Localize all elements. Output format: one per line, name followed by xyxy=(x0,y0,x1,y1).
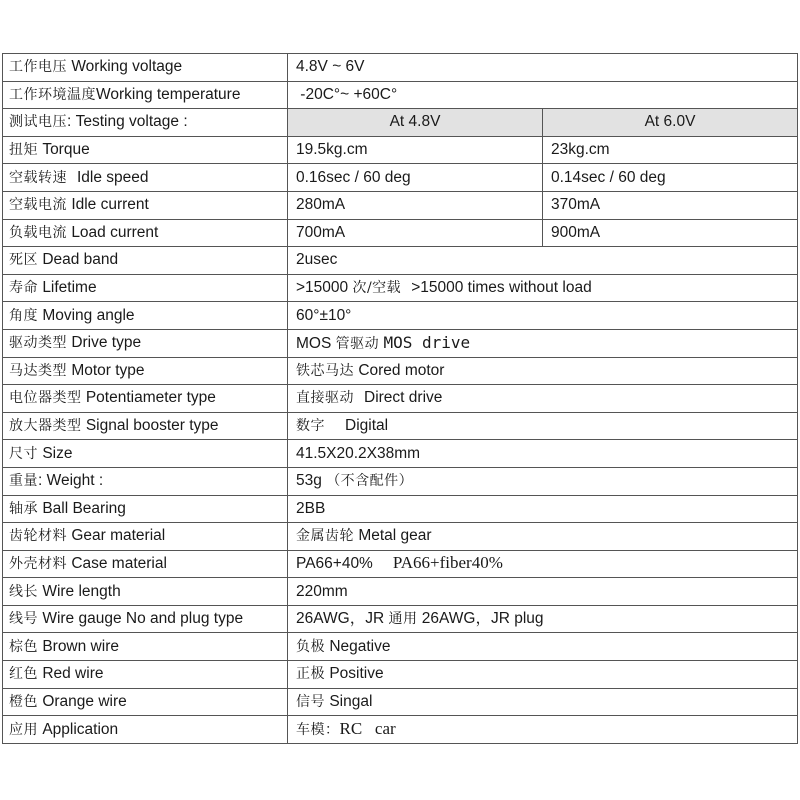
row-value xyxy=(288,688,798,716)
row-label xyxy=(3,164,288,192)
table-header-row xyxy=(3,109,798,137)
table-row xyxy=(3,219,798,247)
label-en: Idle speed xyxy=(77,168,149,186)
label-zh: 工作电压 xyxy=(9,59,67,76)
table-row xyxy=(3,385,798,413)
row-value xyxy=(288,633,798,661)
row-label xyxy=(3,495,288,523)
table-row xyxy=(3,495,798,523)
row-label xyxy=(3,523,288,551)
value-6-0v: 900mA xyxy=(543,219,798,247)
value-part: >15000 times without load xyxy=(411,279,592,297)
value-part: PA66+fiber40% xyxy=(392,553,503,573)
table-row xyxy=(3,633,798,661)
value-part: MOS drive xyxy=(383,332,471,352)
label-en: Lifetime xyxy=(42,279,97,297)
label-en: Gear material xyxy=(71,527,166,545)
value-part-zh: 直接驱动 xyxy=(296,390,354,407)
value-part: Cored motor xyxy=(358,361,445,379)
row-value xyxy=(288,605,798,633)
value-6-0v: 370mA xyxy=(543,191,798,219)
row-label xyxy=(3,385,288,413)
label-en: Brown wire xyxy=(42,637,119,655)
value-6-0v: 23kg.cm xyxy=(543,136,798,164)
label-zh: 橙色 xyxy=(9,693,38,710)
row-value: 60°±10° xyxy=(288,302,798,330)
column-header-4-8v: At 4.8V xyxy=(288,109,543,137)
value-text: -20C°~ +60C° xyxy=(296,85,398,103)
row-label xyxy=(3,716,288,744)
value-part-zh: 通用 xyxy=(388,611,418,628)
row-value xyxy=(288,357,798,385)
value-part-zh: 数字 xyxy=(296,418,325,435)
table-row xyxy=(3,329,798,357)
label-zh: 负载电流 xyxy=(9,224,67,241)
row-label xyxy=(3,633,288,661)
value-6-0v: 0.14sec / 60 deg xyxy=(543,164,798,192)
label-zh: 空载转速 xyxy=(9,169,67,186)
row-label xyxy=(3,357,288,385)
table-row xyxy=(3,688,798,716)
table-row xyxy=(3,357,798,385)
label-en: Torque xyxy=(42,141,90,159)
row-label xyxy=(3,661,288,689)
value-part-zh: 铁芯马达 xyxy=(296,362,354,379)
label-zh: 应用 xyxy=(9,721,38,738)
value-part: 53g xyxy=(296,472,322,490)
value-part-zh: 正极 xyxy=(296,666,325,683)
value-4-8v: 280mA xyxy=(288,191,543,219)
label-en: Working temperature xyxy=(96,85,241,103)
value-4-8v: 0.16sec / 60 deg xyxy=(288,164,543,192)
row-label xyxy=(3,329,288,357)
label-en: Load current xyxy=(71,223,159,241)
row-label xyxy=(3,81,288,109)
label-zh: 轴承 xyxy=(9,500,38,517)
label-en: : Weight : xyxy=(38,472,104,490)
label-zh: 线长 xyxy=(9,583,38,600)
label-en: Red wire xyxy=(42,665,104,683)
label-en: Idle current xyxy=(71,196,149,214)
value-part: Metal gear xyxy=(358,527,432,545)
row-label xyxy=(3,550,288,578)
table-row xyxy=(3,274,798,302)
label-zh: 齿轮材料 xyxy=(9,528,67,545)
servo-spec-table xyxy=(2,53,798,744)
value-part-zh: 次/空载 xyxy=(352,280,402,297)
value-part: PA66+40% xyxy=(296,555,373,573)
label-en: Wire gauge No and plug type xyxy=(42,610,244,628)
label-zh: 工作环境温度 xyxy=(9,86,96,103)
spec-sheet xyxy=(2,53,798,744)
label-zh: 棕色 xyxy=(9,638,38,655)
label-en: Wire length xyxy=(42,582,121,600)
row-label xyxy=(3,302,288,330)
value-part-zh: 管驱动 xyxy=(335,335,380,352)
label-en: Dead band xyxy=(42,251,119,269)
row-value xyxy=(288,716,798,744)
label-en: Moving angle xyxy=(42,306,135,324)
table-row xyxy=(3,605,798,633)
label-en: Size xyxy=(42,444,73,462)
row-label xyxy=(3,688,288,716)
table-row xyxy=(3,467,798,495)
row-value xyxy=(288,523,798,551)
label-en: Drive type xyxy=(71,334,142,352)
label-en: Working voltage xyxy=(71,58,183,76)
row-value xyxy=(288,385,798,413)
row-label xyxy=(3,219,288,247)
row-label xyxy=(3,412,288,440)
label-zh: 电位器类型 xyxy=(9,390,82,407)
row-label xyxy=(3,191,288,219)
value-part-zh: 信号 xyxy=(296,693,325,710)
table-row xyxy=(3,716,798,744)
label-en: : Testing voltage : xyxy=(67,113,188,131)
row-label xyxy=(3,605,288,633)
label-zh: 重量 xyxy=(9,473,38,490)
value-part: Direct drive xyxy=(364,389,443,407)
value-part-zh: 金属齿轮 xyxy=(296,528,354,545)
value-part-zh: （不含配件） xyxy=(326,473,414,490)
table-row xyxy=(3,302,798,330)
table-row xyxy=(3,164,798,192)
label-en: Ball Bearing xyxy=(42,499,126,517)
table-row xyxy=(3,136,798,164)
value-4-8v: 19.5kg.cm xyxy=(288,136,543,164)
row-label xyxy=(3,467,288,495)
row-value xyxy=(288,81,798,109)
table-row xyxy=(3,578,798,606)
row-value xyxy=(288,550,798,578)
row-value: 2BB xyxy=(288,495,798,523)
table-row xyxy=(3,661,798,689)
label-en: Orange wire xyxy=(42,692,127,710)
label-en: Application xyxy=(42,720,119,738)
row-label xyxy=(3,274,288,302)
table-row xyxy=(3,191,798,219)
table-row xyxy=(3,81,798,109)
table-row xyxy=(3,54,798,82)
row-value xyxy=(288,412,798,440)
row-value xyxy=(288,661,798,689)
label-zh: 空载电流 xyxy=(9,197,67,214)
row-label xyxy=(3,54,288,82)
table-row xyxy=(3,247,798,275)
value-part: 26AWG，JR xyxy=(296,610,385,628)
label-zh: 测试电压 xyxy=(9,114,67,131)
label-zh: 尺寸 xyxy=(9,445,38,462)
label-zh: 寿命 xyxy=(9,280,38,297)
label-en: Case material xyxy=(71,554,167,572)
row-value xyxy=(288,467,798,495)
label-zh: 角度 xyxy=(9,307,38,324)
row-value: 2usec xyxy=(288,247,798,275)
label-zh: 线号 xyxy=(9,611,38,628)
label-zh: 死区 xyxy=(9,252,38,269)
row-value: 220mm xyxy=(288,578,798,606)
label-zh: 马达类型 xyxy=(9,362,67,379)
value-part: Negative xyxy=(329,637,391,655)
row-label xyxy=(3,136,288,164)
value-part: >15000 xyxy=(296,279,349,297)
row-label xyxy=(3,109,288,137)
row-value: 41.5X20.2X38mm xyxy=(288,440,798,468)
row-value: 4.8V ~ 6V xyxy=(288,54,798,82)
row-label xyxy=(3,247,288,275)
value-part: RC car xyxy=(339,719,396,739)
value-4-8v: 700mA xyxy=(288,219,543,247)
label-zh: 扭矩 xyxy=(9,142,38,159)
label-zh: 红色 xyxy=(9,666,38,683)
table-row xyxy=(3,440,798,468)
row-label xyxy=(3,440,288,468)
value-part: Positive xyxy=(329,665,384,683)
label-en: Signal booster type xyxy=(85,417,219,435)
value-part: MOS xyxy=(296,334,332,352)
label-zh: 驱动类型 xyxy=(9,335,67,352)
label-en: Motor type xyxy=(71,361,145,379)
row-value xyxy=(288,329,798,357)
label-zh: 外壳材料 xyxy=(9,555,67,572)
table-row xyxy=(3,412,798,440)
value-part: Digital xyxy=(345,417,389,435)
value-part: Singal xyxy=(329,692,373,710)
value-part: 26AWG，JR plug xyxy=(421,610,544,628)
label-zh: 放大器类型 xyxy=(9,418,82,435)
value-part-zh: 车模： xyxy=(296,722,340,739)
value-part-zh: 负极 xyxy=(296,638,325,655)
row-label xyxy=(3,578,288,606)
row-value xyxy=(288,274,798,302)
table-row xyxy=(3,523,798,551)
table-row xyxy=(3,550,798,578)
label-en: Potentiameter type xyxy=(85,389,216,407)
column-header-6-0v: At 6.0V xyxy=(543,109,798,137)
